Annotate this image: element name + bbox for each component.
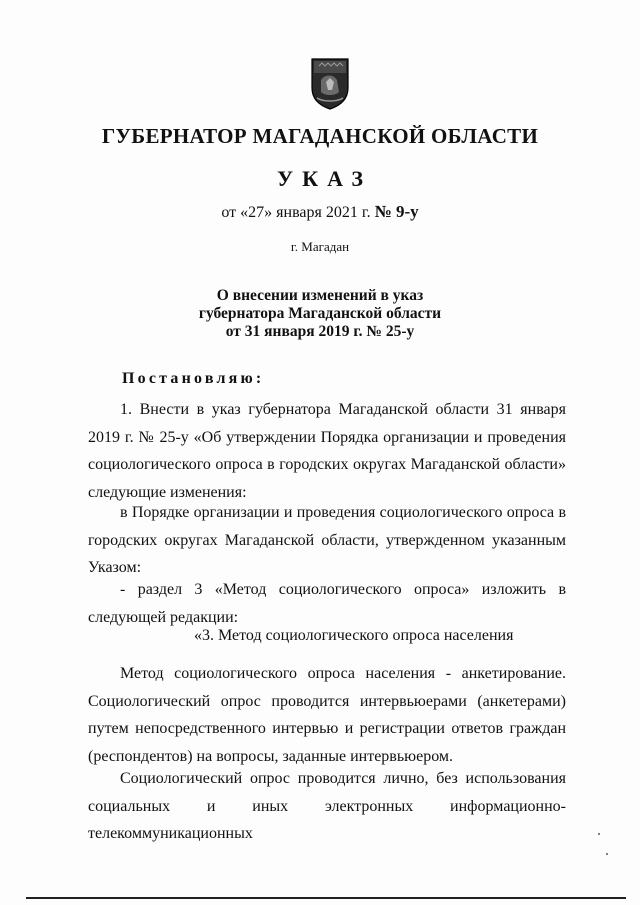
paragraph-5: Социологический опрос проводится лично, без использования социальных и иных электронных информационно-телекоммуникационных xyxy=(88,770,566,842)
issuer-title: ГУБЕРНАТОР МАГАДАНСКОЙ ОБЛАСТИ xyxy=(101,124,539,148)
scan-speck xyxy=(598,833,600,835)
city-label: г. Магадан xyxy=(290,239,350,254)
paragraph-2: в Порядке организации и проведения социологического опроса в городских округах Магаданской области, утвержденном указанным Указом: xyxy=(88,504,566,576)
document-subject xyxy=(0,287,640,341)
scan-speck xyxy=(606,853,608,855)
coat-of-arms-icon xyxy=(311,58,349,110)
subject-line-2: губернатора Магаданской области xyxy=(198,305,442,322)
document-date: от «27» января 2021 г. xyxy=(221,204,371,221)
scan-edge-line xyxy=(26,897,626,899)
paragraph-4: Метод социологического опроса населения - анкетирование. Социологический опрос проводится интервьюерами (анкетерами) путем непосредственного интервью и регистрации ответов граждан (респондентов) на вопросы, заданные интервьюером. xyxy=(88,665,566,765)
decree-word: Постановляю: xyxy=(122,370,265,387)
paragraph-3: - раздел 3 «Метод социологического опроса» изложить в следующей редакции: xyxy=(88,581,566,626)
paragraph-1: 1. Внести в указ губернатора Магаданской области 31 января 2019 г. № 25-у «Об утверждении Порядка организации и проведения социологического опроса в городских округах Магаданской области» следующие изменения: xyxy=(88,401,566,501)
section-title: «3. Метод социологического опроса населения xyxy=(194,627,514,644)
subject-line-1: О внесении изменений в указ xyxy=(216,287,424,304)
subject-line-3: от 31 января 2019 г. № 25-у xyxy=(225,323,415,340)
document-type: УКАЗ xyxy=(276,166,373,191)
document-number: № 9-у xyxy=(374,202,419,221)
document-date-line xyxy=(0,202,640,222)
